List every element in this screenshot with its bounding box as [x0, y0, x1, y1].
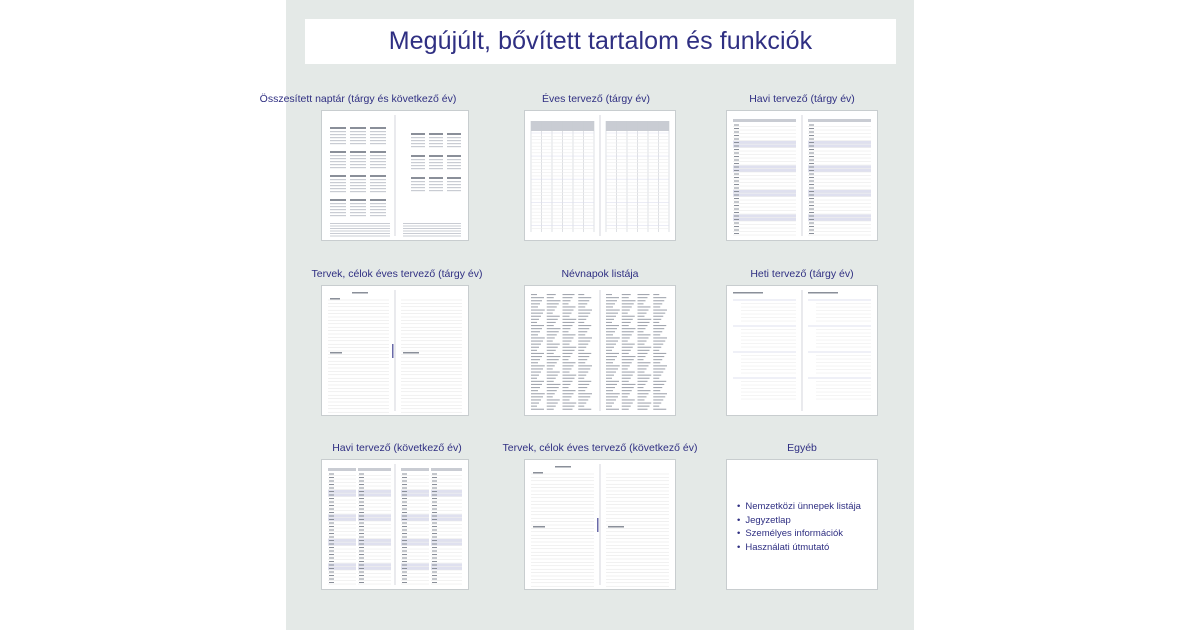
panel-title-monthly-planner-next: Havi tervező (következő év): [332, 442, 462, 454]
page-thumbnail-drawing: [525, 111, 675, 240]
panel-title-weekly-planner: Heti tervező (tárgy év): [750, 268, 854, 280]
page-thumbnail-drawing: [525, 460, 675, 589]
panel-title-goals-planner-next: Tervek, célok éves tervező (következő év): [502, 442, 698, 454]
page-thumb-yearly-planner: [524, 110, 676, 241]
page-thumb-other: [726, 459, 878, 590]
panel-title-combined-calendar: Összesített naptár (tárgy és következő év): [259, 93, 457, 105]
list-item: • Nemzetközi ünnepek listája: [737, 500, 861, 514]
page-thumb-monthly-planner-next: [321, 459, 469, 590]
list-item: • Használati útmutató: [737, 541, 861, 555]
page-thumbnail-drawing: [322, 460, 468, 589]
list-item: • Személyes információk: [737, 527, 861, 541]
page-thumb-weekly-planner: [726, 285, 878, 416]
page-thumbnail-drawing: [727, 111, 877, 240]
page-thumbnail-drawing: [322, 111, 468, 240]
page-thumb-goals-planner: [321, 285, 469, 416]
panel-title-name-days: Névnapok listája: [561, 268, 639, 280]
panel-title-other: Egyéb: [787, 442, 817, 454]
other-items-list: [737, 500, 861, 554]
page-title: Megújúlt, bővített tartalom és funkciók: [388, 27, 813, 55]
panel-title-yearly-planner: Éves tervező (tárgy év): [542, 93, 650, 105]
page-thumb-monthly-planner: [726, 110, 878, 241]
page-thumbnail-drawing: [525, 286, 675, 415]
list-item: • Jegyzetlap: [737, 514, 861, 528]
panel-title-goals-planner: Tervek, célok éves tervező (tárgy év): [311, 268, 483, 280]
page-thumb-combined-calendar: [321, 110, 469, 241]
page-thumb-name-days: [524, 285, 676, 416]
panel-title-monthly-planner: Havi tervező (tárgy év): [749, 93, 855, 105]
page-thumbnail-drawing: [727, 286, 877, 415]
page-thumb-goals-planner-next: [524, 459, 676, 590]
header-band: [305, 19, 896, 64]
page-thumbnail-drawing: [322, 286, 468, 415]
